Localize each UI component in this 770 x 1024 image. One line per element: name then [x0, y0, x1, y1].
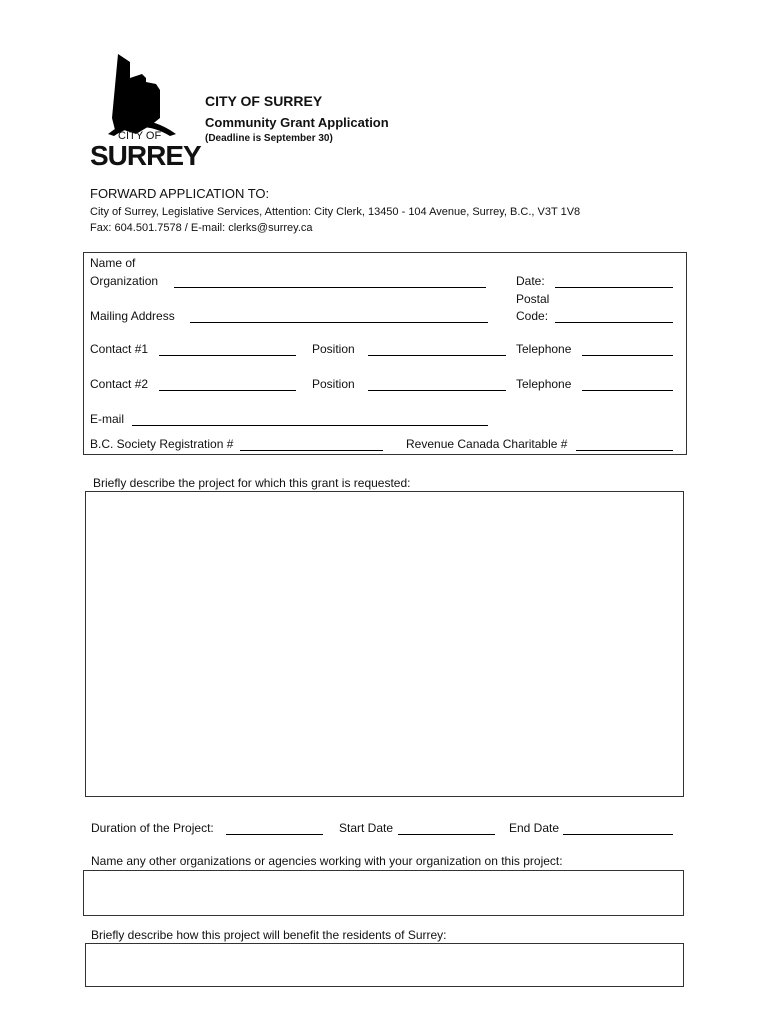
telephone2-field[interactable] — [582, 376, 673, 391]
project-description-box[interactable] — [85, 491, 684, 797]
position1-field[interactable] — [368, 341, 506, 356]
benefit-box[interactable] — [85, 943, 684, 987]
start-date-label: Start Date — [339, 821, 394, 835]
duration-label: Duration of the Project: — [91, 821, 214, 835]
organization-label: Organization — [90, 274, 159, 288]
city-skyline-logo-icon — [90, 48, 200, 138]
end-date-label: End Date — [509, 821, 560, 835]
date-label: Date: — [516, 274, 545, 288]
mailing-address-label: Mailing Address — [90, 309, 175, 323]
telephone1-field[interactable] — [582, 341, 673, 356]
position2-field[interactable] — [368, 376, 506, 391]
mailing-address-field[interactable] — [190, 308, 488, 323]
end-date-field[interactable] — [563, 820, 673, 835]
revenue-canada-label: Revenue Canada Charitable # — [406, 437, 568, 451]
date-field[interactable] — [555, 273, 673, 288]
revenue-canada-field[interactable] — [576, 436, 673, 451]
project-description-label: Briefly describe the project for which this grant is requested: — [93, 476, 411, 490]
other-organizations-label: Name any other organizations or agencies working with your organization on this project: — [91, 854, 563, 868]
forward-heading: FORWARD APPLICATION TO: — [90, 186, 270, 201]
postal-code-label: Code: — [516, 309, 549, 323]
contact1-label: Contact #1 — [90, 342, 149, 356]
postal-code-field[interactable] — [555, 308, 673, 323]
deadline-note: (Deadline is September 30) — [205, 133, 333, 144]
logo-city-of-text: CITY OF — [118, 130, 162, 142]
logo-surrey-text: SURREY — [90, 140, 201, 171]
forward-contact: Fax: 604.501.7578 / E-mail: clerks@surrey.ca — [90, 222, 313, 234]
forward-address: City of Surrey, Legislative Services, Attention: City Clerk, 13450 - 104 Avenue, Surrey, B.C., V3T 1V8 — [90, 206, 581, 218]
city-of-surrey-logo — [90, 48, 200, 170]
contact2-label: Contact #2 — [90, 377, 149, 391]
telephone1-label: Telephone — [516, 342, 572, 356]
society-registration-label: B.C. Society Registration # — [90, 437, 234, 451]
email-label: E-mail — [90, 412, 125, 426]
benefit-label: Briefly describe how this project will benefit the residents of Surrey: — [91, 928, 447, 942]
contact1-field[interactable] — [159, 341, 296, 356]
page-title: CITY OF SURREY — [205, 93, 323, 109]
name-of-label: Name of — [90, 256, 136, 270]
organization-name-field[interactable] — [174, 273, 486, 288]
form-subtitle: Community Grant Application — [205, 115, 389, 130]
position1-label: Position — [312, 342, 355, 356]
telephone2-label: Telephone — [516, 377, 572, 391]
society-registration-field[interactable] — [240, 436, 383, 451]
other-organizations-box[interactable] — [83, 870, 684, 916]
duration-field[interactable] — [226, 820, 323, 835]
email-field[interactable] — [132, 411, 488, 426]
start-date-field[interactable] — [398, 820, 495, 835]
postal-label: Postal — [516, 292, 550, 306]
position2-label: Position — [312, 377, 355, 391]
contact2-field[interactable] — [159, 376, 296, 391]
